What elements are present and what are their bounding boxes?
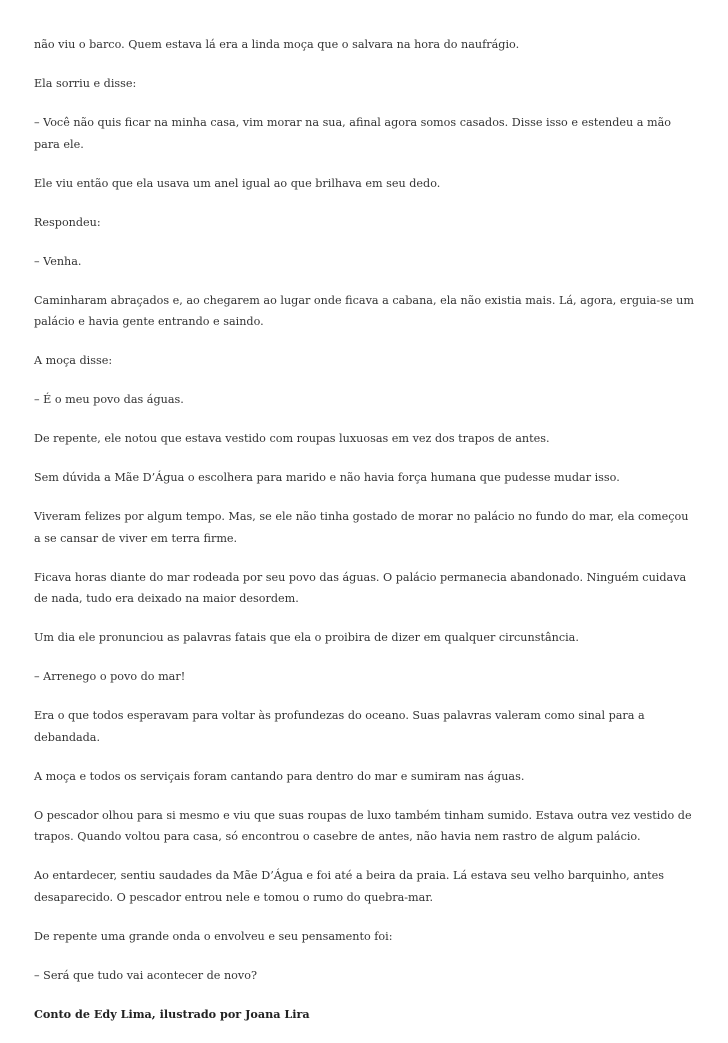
story-paragraph: – Arrenego o povo do mar!: [34, 670, 186, 683]
story-paragraph: De repente, ele notou que estava vestido com roupas luxuosas em vez dos trapos de antes.: [34, 432, 550, 445]
story-paragraph: A moça e todos os serviçais foram cantando para dentro do mar e sumiram nas águas.: [34, 769, 525, 783]
story-paragraph: De repente uma grande onda o envolveu e seu pensamento foi:: [34, 929, 393, 943]
story-paragraph: Respondeu:: [34, 215, 101, 229]
story-credit: Conto de Edy Lima, ilustrado por Joana Lira: [34, 1006, 310, 1021]
story-paragraph: O pescador olhou para si mesmo e viu que suas roupas de luxo também tinham sumido. Estava outra vez vestido de trapos. Quando voltou para casa, só encontrou o casebre de antes, não havia nem rastro de algum palácio.: [34, 808, 692, 843]
story-paragraph: Viveram felizes por algum tempo. Mas, se ele não tinha gostado de morar no palácio no fundo do mar, ela começou a se cansar de viver em terra firme.: [34, 510, 689, 545]
story-paragraph: Ele viu então que ela usava um anel igual ao que brilhava em seu dedo.: [34, 176, 441, 190]
story-paragraph: Sem dúvida a Mãe D’Água o escolhera para marido e não havia força humana que pudesse mudar isso.: [34, 471, 620, 484]
story-paragraph: Ela sorriu e disse:: [34, 77, 137, 90]
story-paragraph: – Venha.: [34, 254, 82, 268]
story-paragraph: – É o meu povo das águas.: [34, 393, 184, 406]
story-paragraph: não viu o barco. Quem estava lá era a linda moça que o salvara na hora do naufrágio.: [34, 38, 520, 51]
story-paragraph: Ao entardecer, sentiu saudades da Mãe D’Água e foi até a beira da praia. Lá estava seu velho barquinho, antes desaparecido. O pescador entrou nele e tomou o rumo do quebra-mar.: [34, 869, 665, 904]
story-paragraph: A moça disse:: [34, 354, 113, 367]
story-paragraph: Caminharam abraçados e, ao chegarem ao lugar onde ficava a cabana, ela não existia mais. Lá, agora, erguia-se um palácio e havia gente entrando e saindo.: [34, 293, 694, 328]
story-article: [34, 34, 694, 1043]
story-paragraph: – Será que tudo vai acontecer de novo?: [34, 968, 257, 982]
story-paragraph: Era o que todos esperavam para voltar às profundezas do oceano. Suas palavras valeram como sinal para a debandada.: [34, 709, 645, 744]
story-paragraph: Ficava horas diante do mar rodeada por seu povo das águas. O palácio permanecia abandonado. Ninguém cuidava de nada, tudo era deixado na maior desordem.: [34, 570, 687, 605]
story-paragraph: – Você não quis ficar na minha casa, vim morar na sua, afinal agora somos casados. Disse isso e estendeu a mão para ele.: [34, 116, 671, 151]
story-paragraph: Um dia ele pronunciou as palavras fatais que ela o proibira de dizer em qualquer circunstância.: [34, 631, 579, 644]
